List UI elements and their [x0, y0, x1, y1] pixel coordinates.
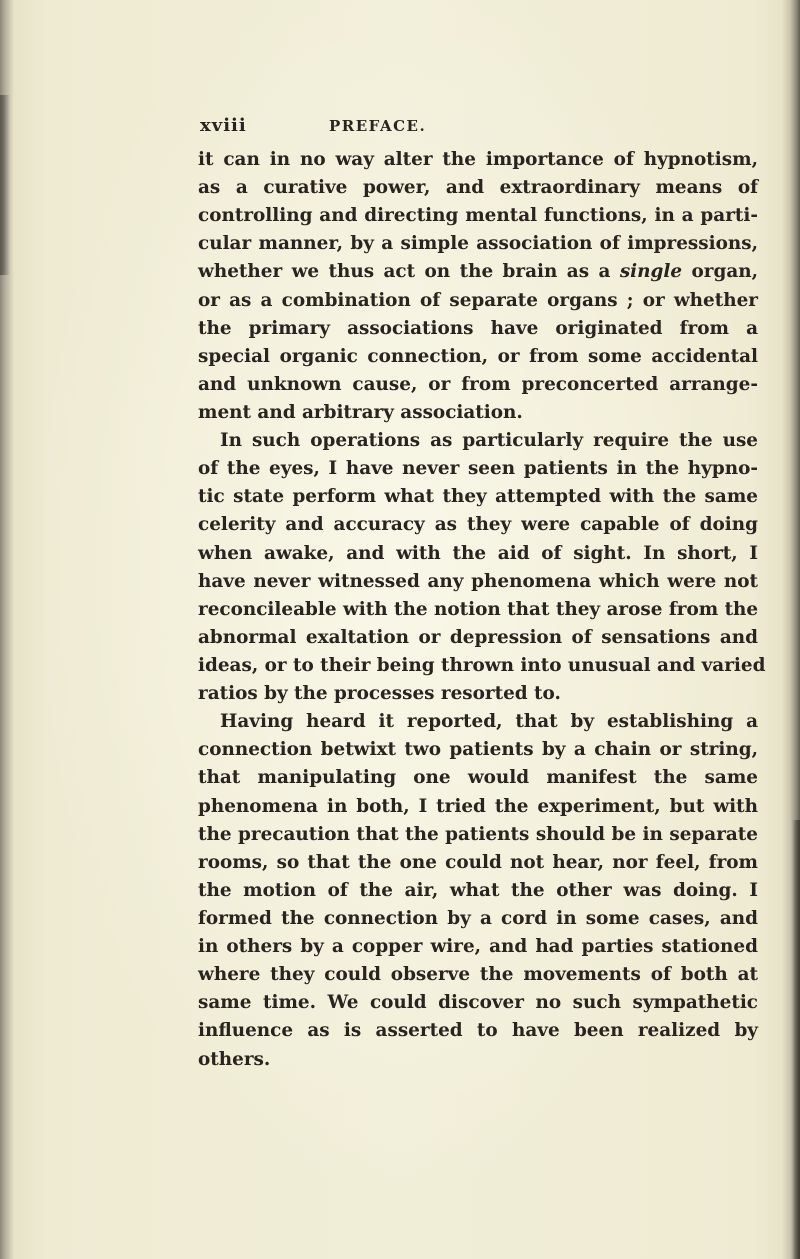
- text-fragment: whether we thus act on the brain as a: [198, 261, 611, 283]
- paragraph-start-line: Having heard it reported, that by establishing a: [220, 711, 758, 733]
- text-line: when awake, and with the aid of sight. In short, I: [198, 542, 758, 564]
- text-line: same time. We could discover no such sympathetic: [198, 992, 758, 1014]
- page-number: xviii: [200, 115, 247, 136]
- text-line: the precaution that the patients should be in separate: [198, 823, 758, 845]
- text-line: celerity and accuracy as they were capable of doing: [198, 514, 758, 536]
- text-line: others.: [198, 1048, 271, 1070]
- text-line: influence as is asserted to have been realized by: [198, 1020, 758, 1042]
- text-line: where they could observe the movements of both at: [198, 964, 758, 986]
- text-line: and unknown cause, or from preconcerted arrange-: [198, 373, 758, 395]
- text-line: ment and arbitrary association.: [198, 401, 523, 423]
- emphasized-word: single: [619, 261, 683, 283]
- page-header: [200, 115, 620, 139]
- text-line: cular manner, by a simple association of impressions,: [198, 233, 758, 255]
- text-line: formed the connection by a cord in some cases, and: [198, 907, 758, 929]
- running-head: PREFACE.: [329, 117, 427, 135]
- page-right-edge-shadow: [792, 820, 800, 1259]
- text-line: connection betwixt two patients by a chain or string,: [198, 739, 758, 761]
- text-line: that manipulating one would manifest the same: [198, 767, 758, 789]
- text-line: abnormal exaltation or depression of sensations and: [198, 626, 758, 648]
- text-line: the motion of the air, what the other was doing. I: [198, 879, 758, 901]
- text-line: phenomena in both, I tried the experiment, but with: [198, 795, 758, 817]
- text-fragment: organ,: [691, 261, 759, 283]
- text-line: in others by a copper wire, and had parties stationed: [198, 936, 758, 958]
- body-text: [198, 146, 766, 1074]
- text-line: as a curative power, and extraordinary means of: [198, 177, 758, 199]
- text-line: [198, 258, 758, 286]
- text-line: tic state perform what they attempted with the same: [198, 486, 758, 508]
- text-line: ideas, or to their being thrown into unusual and varied: [198, 654, 766, 676]
- text-line: ratios by the processes resorted to.: [198, 683, 561, 705]
- text-line: or as a combination of separate organs ; or whether: [198, 289, 758, 311]
- text-line: controlling and directing mental functions, in a parti-: [198, 205, 758, 227]
- paragraph-start-line: In such operations as particularly require the use: [220, 430, 758, 452]
- text-line: reconcileable with the notion that they arose from the: [198, 598, 759, 620]
- text-line: rooms, so that the one could not hear, nor feel, from: [198, 851, 758, 873]
- text-line: it can in no way alter the importance of hypnotism,: [198, 149, 758, 170]
- text-line: of the eyes, I have never seen patients in the hypno-: [198, 458, 758, 480]
- binding-shadow: [0, 95, 10, 275]
- text-line: the primary associations have originated from a: [198, 317, 758, 339]
- text-line: have never witnessed any phenomena which were not: [198, 570, 758, 592]
- text-line: special organic connection, or from some accidental: [198, 345, 758, 367]
